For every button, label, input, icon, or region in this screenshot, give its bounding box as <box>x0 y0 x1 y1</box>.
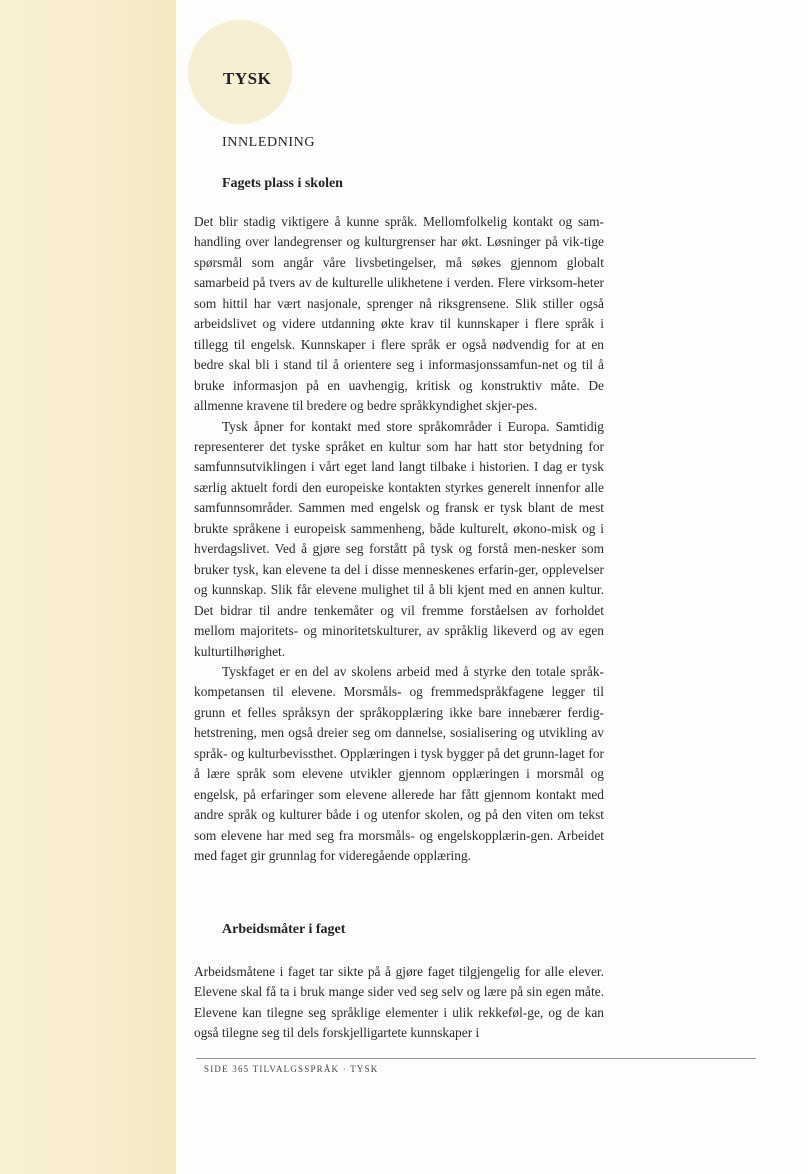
paragraph: Tyskfaget er en del av skolens arbeid med å styrke den totale språk-kompetansen til elevene. Morsmåls- og fremmedspråkfagene legger til grunn et felles språksyn der språkopplæring ikke bare innebærer ferdig-hetstrening, men også dreier seg om dannelse, sosialisering og utvikling av språk- og kulturbevissthet. Opplæringen i tysk bygger på det grunn-laget for å lære språk som elevene utvikler gjennom opplæringen i morsmål og engelsk, på erfaringer som elevene allerede har fått gjennom kontakt med andre språk og kulturer både i og utenfor skolen, og på den viten om tekst som elevene har med seg fra morsmåls- og engelskopplærin-gen. Arbeidet med faget gir grunnlag for videregående opplæring. <box>194 663 604 864</box>
section-body-fagets-plass <box>194 212 604 867</box>
section-heading-fagets-plass: Fagets plass i skolen <box>222 176 343 191</box>
paragraph: Arbeidsmåtene i faget tar sikte på å gjøre faget tilgjengelig for alle elever. Elevene skal få ta i bruk mange sider ved seg selv og lære på sin egen måte. Elevene kan tilegne seg språklige elementer i ulik rekkeføl-ge, og de kan også tilegne seg til dels forskjelligartete kunnskaper i <box>194 964 604 1041</box>
chapter-heading: INNLEDNING <box>222 135 316 150</box>
section-body-arbeidsmater <box>194 962 604 1044</box>
subject-title: TYSK <box>223 69 272 88</box>
page-footer: SIDE 365 TILVALGSSPRÅK · TYSK <box>204 1064 379 1074</box>
page-margin-band <box>0 0 176 1174</box>
paragraph: Tysk åpner for kontakt med store språkområder i Europa. Samtidig representerer det tyske språket en kultur som har hatt stor betydning for samfunnsutviklingen i vårt eget land langt tilbake i historien. I dag er tysk særlig aktuelt fordi den europeiske kontakten styrkes generelt innenfor alle samfunnsområder. Sammen med engelsk og fransk er tysk blant de mest brukte språkene i europeisk sammenheng, både kulturelt, økono-misk og i hverdagslivet. Ved å gjøre seg forstått på tysk og forstå men-nesker som bruker tysk, kan elevene ta del i disse menneskenes erfarin-ger, opplevelser og kunnskap. Slik får elevene mulighet til å bli kjent med en annen kultur. Det bidrar til andre tenkemåter og vil fremme forståelsen av forholdet mellom majoritets- og minoritetskulturer, av språklig likeverd og av egen kulturtilhørighet. <box>194 418 604 659</box>
paragraph: Det blir stadig viktigere å kunne språk. Mellomfolkelig kontakt og sam-handling over landegrenser og kulturgrenser har økt. Løsninger på vik-tige spørsmål som angår våre livsbetingelser, må søkes gjennom globalt samarbeid på tvers av de kulturelle ulikhetene i verden. Flere virksom-heter som hittil har vært nasjonale, sprenger nå riksgrensene. Slik stiller også arbeidslivet og videre utdanning økte krav til kunnskaper i flere språk i tillegg til engelsk. Kunnskaper i flere språk er også nødvendig for at en bedre skal bli i stand til å orientere seg i informasjonssamfun-net og til å bruke informasjon på en uavhengig, kritisk og konstruktiv måte. De allmenne kravene til bredere og bedre språkkyndighet skjer-pes. <box>194 214 604 414</box>
footer-divider <box>196 1058 756 1059</box>
section-heading-arbeidsmater: Arbeidsmåter i faget <box>222 922 346 937</box>
